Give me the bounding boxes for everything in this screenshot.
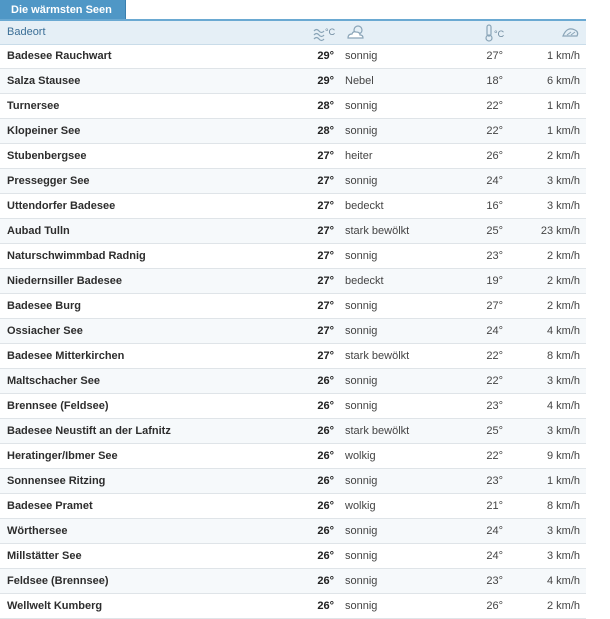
air-temperature: 26° (486, 600, 503, 612)
table-row[interactable] (0, 219, 586, 244)
air-unit: °C (494, 29, 505, 39)
lake-name[interactable]: Klopeiner See (7, 125, 81, 137)
wind-speed: 4 km/h (546, 400, 580, 412)
wind-speed: 1 km/h (546, 100, 580, 112)
lake-name[interactable]: Badesee Burg (7, 300, 81, 312)
lake-name[interactable]: Pressegger See (7, 175, 90, 187)
table-row[interactable] (0, 344, 586, 369)
weather-icon (345, 24, 367, 42)
table-row[interactable] (0, 269, 586, 294)
table-row[interactable] (0, 444, 586, 469)
table-row[interactable] (0, 194, 586, 219)
air-temperature: 24° (486, 325, 503, 337)
air-temperature: 24° (486, 550, 503, 562)
water-temperature: 27° (317, 250, 334, 262)
lake-name[interactable]: Naturschwimmbad Radnig (7, 250, 146, 262)
wind-speed: 2 km/h (546, 275, 580, 287)
table-row[interactable] (0, 119, 586, 144)
table-row[interactable] (0, 544, 586, 569)
weather-condition: stark bewölkt (345, 350, 410, 362)
air-temperature: 23° (486, 400, 503, 412)
table-row[interactable] (0, 69, 586, 94)
weather-condition: sonnig (345, 400, 378, 412)
table-row[interactable] (0, 494, 586, 519)
water-temperature: 27° (317, 175, 334, 187)
weather-condition: Nebel (345, 75, 374, 87)
table-row[interactable] (0, 594, 586, 619)
air-temperature: 27° (486, 300, 503, 312)
lake-table-body (0, 44, 586, 619)
wind-speed: 1 km/h (546, 475, 580, 487)
air-temperature: 22° (486, 125, 503, 137)
wind-speed: 3 km/h (546, 375, 580, 387)
table-header (0, 21, 586, 45)
water-temperature: 27° (317, 200, 334, 212)
water-temperature: 27° (317, 275, 334, 287)
air-temperature: 22° (486, 450, 503, 462)
wind-speed: 4 km/h (546, 575, 580, 587)
water-temperature: 28° (317, 125, 334, 137)
wind-speed: 6 km/h (546, 75, 580, 87)
wind-speed: 2 km/h (546, 600, 580, 612)
lake-name[interactable]: Maltschacher See (7, 375, 100, 387)
water-temperature: 26° (317, 500, 334, 512)
water-temperature: 26° (317, 475, 334, 487)
table-row[interactable] (0, 394, 586, 419)
lake-name[interactable]: Heratinger/Ibmer See (7, 450, 118, 462)
water-temperature: 26° (317, 450, 334, 462)
weather-condition: sonnig (345, 325, 378, 337)
lake-name[interactable]: Badesee Rauchwart (7, 50, 112, 62)
weather-condition: sonnig (345, 175, 378, 187)
table-row[interactable] (0, 469, 586, 494)
air-temperature: 25° (486, 425, 503, 437)
air-temperature: 24° (486, 525, 503, 537)
weather-condition: sonnig (345, 525, 378, 537)
table-row[interactable] (0, 419, 586, 444)
weather-condition: sonnig (345, 550, 378, 562)
lake-name[interactable]: Feldsee (Brennsee) (7, 575, 109, 587)
water-temperature: 29° (317, 50, 334, 62)
water-temperature: 27° (317, 300, 334, 312)
lake-name[interactable]: Aubad Tulln (7, 225, 70, 237)
water-temperature: 26° (317, 600, 334, 612)
wind-speed: 2 km/h (546, 150, 580, 162)
tab-warmest-lakes[interactable] (0, 0, 126, 20)
header-badeort: Badeort (7, 26, 46, 38)
wind-speed: 1 km/h (546, 125, 580, 137)
table-row[interactable] (0, 94, 586, 119)
water-temperature: 27° (317, 325, 334, 337)
air-temperature: 24° (486, 175, 503, 187)
weather-condition: wolkig (345, 500, 376, 512)
lake-name[interactable]: Wellwelt Kumberg (7, 600, 103, 612)
weather-condition: sonnig (345, 475, 378, 487)
table-row[interactable] (0, 319, 586, 344)
wind-speed: 8 km/h (546, 350, 580, 362)
air-temperature: 22° (486, 375, 503, 387)
air-temperature: 21° (486, 500, 503, 512)
table-row[interactable] (0, 144, 586, 169)
water-temperature: 26° (317, 525, 334, 537)
wind-speed: 3 km/h (546, 550, 580, 562)
wind-speed: 8 km/h (546, 500, 580, 512)
water-temperature: 26° (317, 400, 334, 412)
weather-condition: sonnig (345, 50, 378, 62)
water-temperature: 28° (317, 100, 334, 112)
table-row[interactable] (0, 169, 586, 194)
air-temperature: 16° (486, 200, 503, 212)
tab-label: Die wärmsten Seen (11, 4, 112, 16)
lake-name[interactable]: Wörthersee (7, 525, 68, 537)
lake-name[interactable]: Brennsee (Feldsee) (7, 400, 109, 412)
weather-condition: stark bewölkt (345, 425, 410, 437)
weather-condition: bedeckt (345, 200, 384, 212)
table-row[interactable] (0, 519, 586, 544)
lake-name[interactable]: Badesee Neustift an der Lafnitz (7, 425, 171, 437)
lake-name[interactable]: Badesee Pramet (7, 500, 93, 512)
water-temperature: 27° (317, 225, 334, 237)
table-row[interactable] (0, 44, 586, 69)
lake-name[interactable]: Ossiacher See (7, 325, 83, 337)
wind-speed: 2 km/h (546, 250, 580, 262)
water-temperature: 26° (317, 375, 334, 387)
lake-name[interactable]: Salza Stausee (7, 75, 81, 87)
weather-condition: heiter (345, 150, 373, 162)
wind-speed: 3 km/h (546, 175, 580, 187)
wind-speed: 4 km/h (546, 325, 580, 337)
table-row[interactable] (0, 569, 586, 594)
air-temperature: 23° (486, 250, 503, 262)
water-temperature: 27° (317, 350, 334, 362)
lake-name[interactable]: Millstätter See (7, 550, 82, 562)
air-temperature-icon (484, 24, 508, 42)
water-unit: °C (325, 27, 336, 37)
table-row[interactable] (0, 369, 586, 394)
lake-name[interactable]: Stubenbergsee (7, 150, 87, 162)
air-temperature: 27° (486, 50, 503, 62)
lake-name[interactable]: Badesee Mitterkirchen (7, 350, 125, 362)
wind-speed: 2 km/h (546, 300, 580, 312)
wind-speed: 23 km/h (540, 225, 580, 237)
water-temperature: 26° (317, 575, 334, 587)
air-temperature: 22° (486, 100, 503, 112)
air-temperature: 26° (486, 150, 503, 162)
weather-condition: stark bewölkt (345, 225, 410, 237)
lake-name[interactable]: Uttendorfer Badesee (7, 200, 116, 212)
wind-speed: 3 km/h (546, 200, 580, 212)
weather-condition: sonnig (345, 575, 378, 587)
wind-speed: 1 km/h (546, 50, 580, 62)
wind-speed: 3 km/h (546, 525, 580, 537)
weather-condition: bedeckt (345, 275, 384, 287)
wind-speed: 3 km/h (546, 425, 580, 437)
weather-condition: sonnig (345, 300, 378, 312)
lake-name[interactable]: Turnersee (7, 100, 60, 112)
air-temperature: 19° (486, 275, 503, 287)
weather-condition: sonnig (345, 100, 378, 112)
air-temperature: 22° (486, 350, 503, 362)
water-temperature: 26° (317, 550, 334, 562)
weather-condition: sonnig (345, 600, 378, 612)
water-temperature: 26° (317, 425, 334, 437)
table-row[interactable] (0, 294, 586, 319)
water-temperature: 29° (317, 75, 334, 87)
water-temperature-icon (313, 24, 337, 42)
weather-condition: sonnig (345, 250, 378, 262)
lake-name[interactable]: Sonnensee Ritzing (7, 475, 106, 487)
wind-icon (561, 24, 581, 42)
wind-speed: 9 km/h (546, 450, 580, 462)
air-temperature: 23° (486, 575, 503, 587)
table-row[interactable] (0, 244, 586, 269)
weather-condition: wolkig (345, 450, 376, 462)
air-temperature: 23° (486, 475, 503, 487)
water-temperature: 27° (317, 150, 334, 162)
weather-condition: sonnig (345, 375, 378, 387)
air-temperature: 18° (486, 75, 503, 87)
weather-condition: sonnig (345, 125, 378, 137)
lake-name[interactable]: Niedernsiller Badesee (7, 275, 122, 287)
air-temperature: 25° (486, 225, 503, 237)
